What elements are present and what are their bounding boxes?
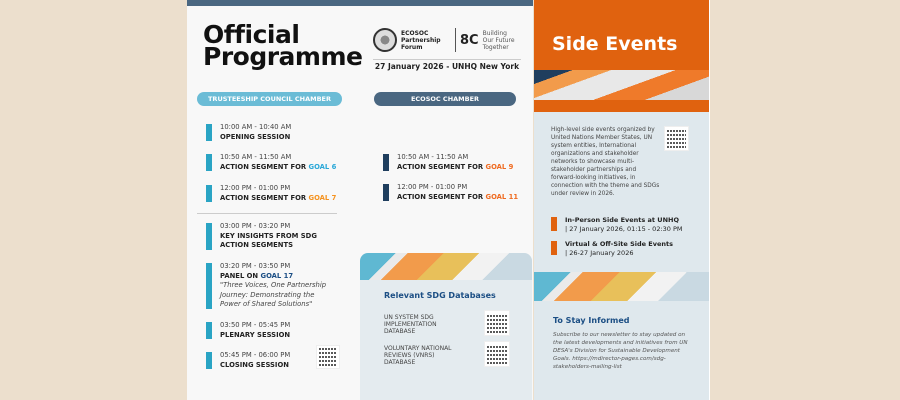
session-item: 10:00 AM - 10:40 AM OPENING SESSION	[206, 123, 291, 142]
page-title	[203, 20, 363, 71]
session-item: 12:00 PM - 01:00 PM ACTION SEGMENT FOR GOAL 7	[206, 184, 336, 203]
event-item: In-Person Side Events at UNHQ | 27 January 2026, 01:15 - 02:30 PM	[551, 216, 683, 233]
official-programme-panel	[187, 0, 533, 400]
session-item: 05:45 PM - 06:00 PM CLOSING SESSION	[206, 351, 290, 370]
side-events-panel	[534, 0, 709, 400]
database-label: UN SYSTEM SDG IMPLEMENTATION DATABASE	[384, 314, 437, 335]
mosaic-banner	[360, 253, 532, 280]
qr-code[interactable]	[317, 346, 339, 368]
stay-informed-title: To Stay Informed	[553, 316, 630, 325]
title-line2: Programme	[203, 42, 363, 71]
qr-code[interactable]	[485, 311, 509, 335]
qr-code[interactable]	[665, 127, 688, 150]
divider	[197, 213, 337, 214]
event-item: Virtual & Off-Site Side Events | 26-27 January 2026	[551, 240, 673, 257]
databases-card	[360, 253, 532, 400]
session-item: 10:50 AM - 11:50 AM ACTION SEGMENT FOR GOAL 9	[383, 153, 513, 172]
databases-title: Relevant SDG Databases	[384, 291, 496, 300]
chamber-ecosoc: ECOSOC CHAMBER	[374, 92, 516, 106]
orange-strip	[534, 100, 709, 112]
date-location: 27 January 2026 - UNHQ New York	[373, 59, 521, 71]
top-bar	[187, 0, 533, 6]
8c-logo-icon: 8C	[460, 32, 479, 48]
newsletter-text: Subscribe to our newsletter to stay updated on the latest developments and initiatives from UN DESA's Division for Sustainable Development Goals. https://mdirector-pages.com/sdg-stakeholders-mailing-list	[553, 332, 688, 370]
session-item: 03:50 PM - 05:45 PM PLENARY SESSION	[206, 321, 290, 340]
title-line1: Official	[203, 20, 300, 49]
edge-divider	[709, 0, 710, 400]
logo-tagline: Building Our Future Together	[482, 29, 515, 51]
forum-logo	[373, 26, 521, 54]
logo-text: ECOSOC Partnership Forum	[401, 29, 441, 51]
session-item: 10:50 AM - 11:50 AM ACTION SEGMENT FOR GOAL 6	[206, 153, 336, 172]
side-events-title: Side Events	[552, 33, 678, 55]
chamber-trusteeship: TRUSTEESHIP COUNCIL CHAMBER	[197, 92, 342, 106]
database-label: VOLUNTARY NATIONAL REVIEWS (VNRS) DATABASE	[384, 345, 452, 366]
session-item: 12:00 PM - 01:00 PM ACTION SEGMENT FOR GOAL 11	[383, 183, 518, 202]
un-emblem-icon	[373, 28, 397, 52]
side-events-description: High-level side events organized by United Nations Member States, UN system entities, International organizations and stakeholder networks to showcase multi-stakeholder partnerships and forward-looking initiatives, in connection with the theme and SDGs under review in 2026.	[551, 127, 660, 197]
mosaic-banner	[534, 272, 709, 301]
session-item: 03:20 PM - 03:50 PM PANEL ON GOAL 17 "Three Voices, One Partnership Journey: Demonstrating the Power of Shared Solutions"	[206, 262, 336, 310]
qr-code[interactable]	[485, 342, 509, 366]
session-item: 03:00 PM - 03:20 PM KEY INSIGHTS FROM SDG ACTION SEGMENTS	[206, 222, 326, 251]
mosaic-banner	[534, 70, 709, 100]
